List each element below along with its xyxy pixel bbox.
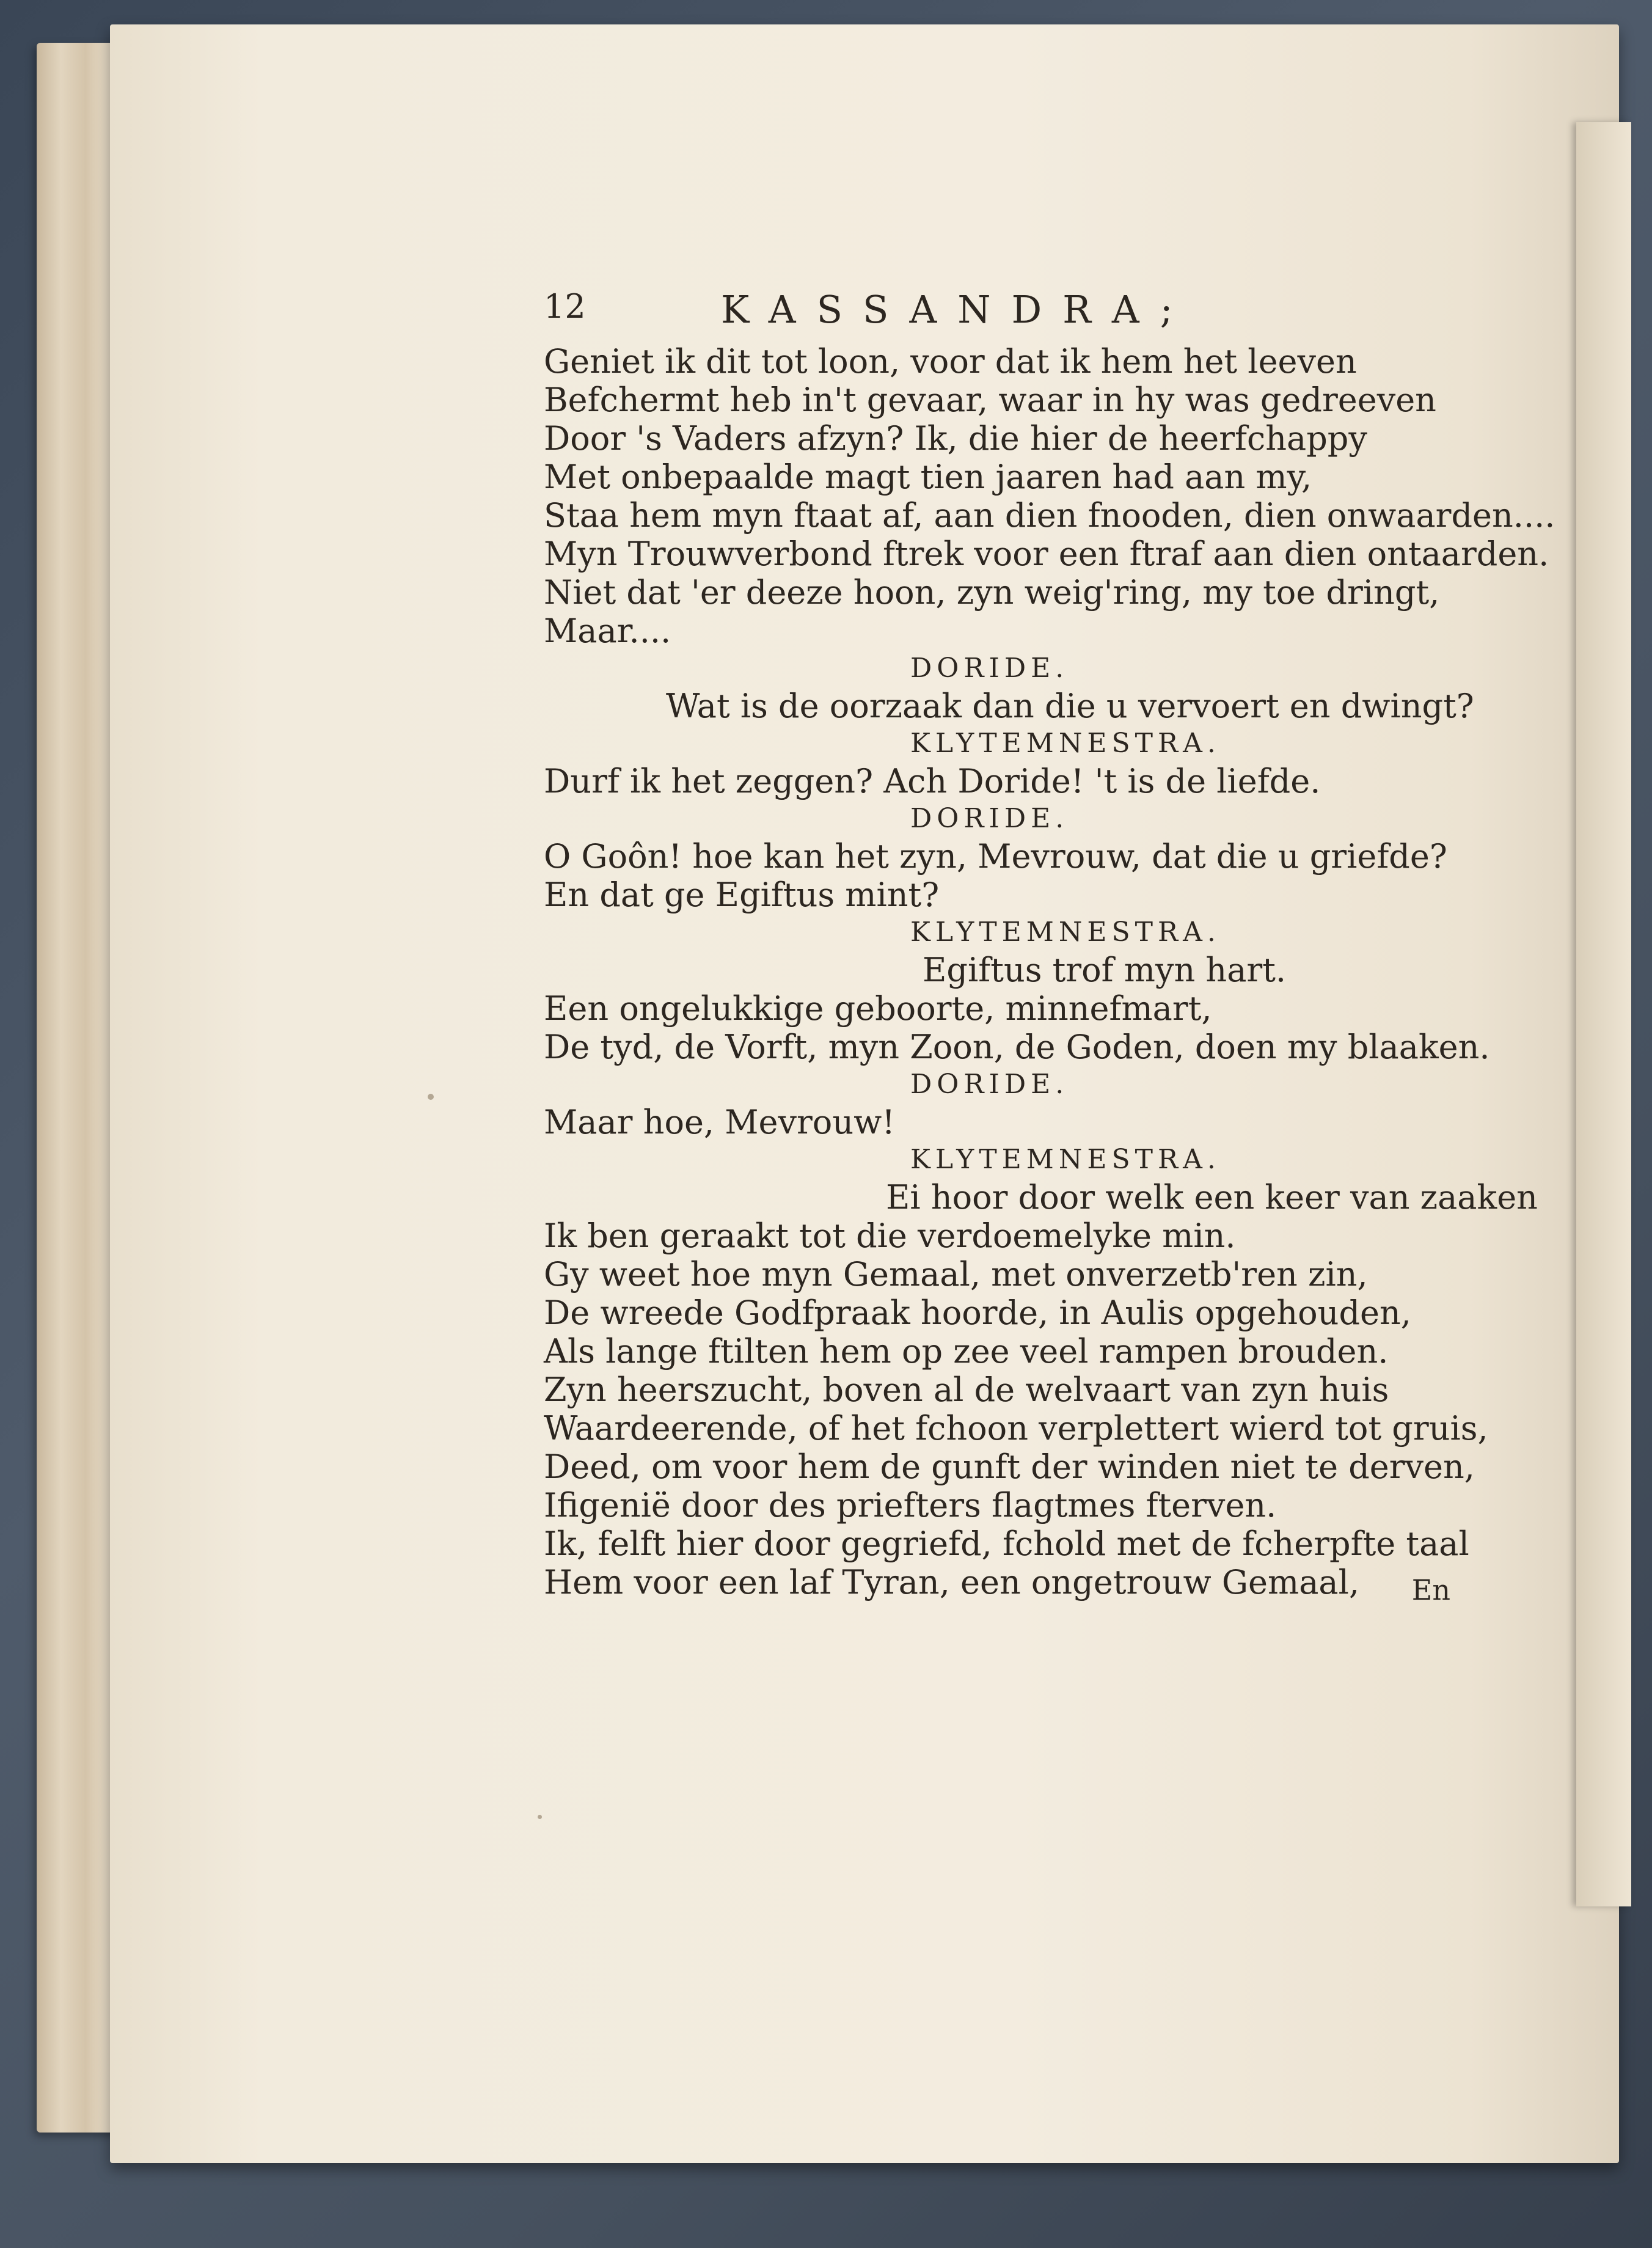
speaker-name: KLYTEMNESTRA. — [910, 917, 1221, 948]
verse-line: Hem voor een laf Tyran, een ongetrouw Gemaal, — [544, 1563, 1360, 1602]
text-block — [544, 287, 1555, 1602]
verse-line: Ik ben geraakt tot die verdoemelyke min. — [544, 1217, 1236, 1255]
verse-line: Een ongelukkige geboorte, minnefmart, — [544, 989, 1212, 1028]
verse-line: Egiftus trof myn hart. — [923, 951, 1287, 989]
page-number: 12 — [544, 287, 586, 326]
speaker-name: DORIDE. — [910, 1069, 1069, 1100]
verse-line: Ei hoor door welk een keer van zaaken — [886, 1178, 1538, 1217]
verse-line: Met onbepaalde magt tien jaaren had aan my, — [544, 458, 1312, 496]
verse-line: Niet dat 'er deeze hoon, zyn weig'ring, my toe dringt, — [544, 573, 1440, 612]
speaker-name: DORIDE. — [910, 653, 1069, 684]
speaker-name: KLYTEMNESTRA. — [910, 1144, 1221, 1175]
verse-container — [544, 342, 1555, 1602]
speaker-name: KLYTEMNESTRA. — [910, 728, 1221, 759]
verse-line: Staa hem myn ftaat af, aan dien fnooden, dien onwaarden.... — [544, 496, 1555, 535]
verse-line: Maar.... — [544, 612, 671, 650]
verse-line: Als lange ftilten hem op zee veel rampen brouden. — [544, 1332, 1389, 1371]
verse-line: En dat ge Egiftus mint? — [544, 876, 940, 914]
verse-line: Maar hoe, Mevrouw! — [544, 1103, 896, 1141]
verse-line: Befchermt heb in't gevaar, waar in hy was gedreeven — [544, 381, 1436, 419]
foxing-spot — [538, 1815, 542, 1819]
verse-line: O Goôn! hoe kan het zyn, Mevrouw, dat die u griefde? — [544, 837, 1447, 876]
facing-page-edge — [1576, 122, 1631, 1906]
speaker-name: DORIDE. — [910, 803, 1069, 834]
verse-line: Door 's Vaders afzyn? Ik, die hier de heerfchappy — [544, 419, 1367, 458]
verse-line: Geniet ik dit tot loon, voor dat ik hem het leeven — [544, 342, 1357, 381]
verse-line: Wat is de oorzaak dan die u vervoert en dwingt? — [666, 687, 1474, 725]
verse-line: Zyn heerszucht, boven al de welvaart van zyn huis — [544, 1371, 1389, 1409]
verse-line: De tyd, de Vorft, myn Zoon, de Goden, doen my blaaken. — [544, 1028, 1490, 1066]
catchword: En — [1411, 1573, 1450, 1606]
verse-line: Myn Trouwverbond ftrek voor een ftraf aan dien ontaarden. — [544, 535, 1549, 573]
verse-line: Deed, om voor hem de gunft der winden niet te derven, — [544, 1448, 1475, 1486]
verse-line: Ik, felft hier door gegriefd, fchold met de fcherpfte taal — [544, 1525, 1469, 1563]
verse-line: Waardeerende, of het fchoon verplettert wierd tot gruis, — [544, 1409, 1488, 1448]
page-header — [544, 287, 1497, 342]
verse-line: De wreede Godfpraak hoorde, in Aulis opgehouden, — [544, 1294, 1411, 1332]
foxing-spot — [428, 1094, 434, 1100]
verse-line: Gy weet hoe myn Gemaal, met onverzetb'ren zin, — [544, 1255, 1368, 1294]
verse-line: Durf ik het zeggen? Ach Doride! 't is de liefde. — [544, 762, 1321, 800]
verse-line: Ifigenië door des priefters flagtmes fterven. — [544, 1486, 1277, 1525]
running-title: KASSANDRA; — [721, 287, 1194, 332]
